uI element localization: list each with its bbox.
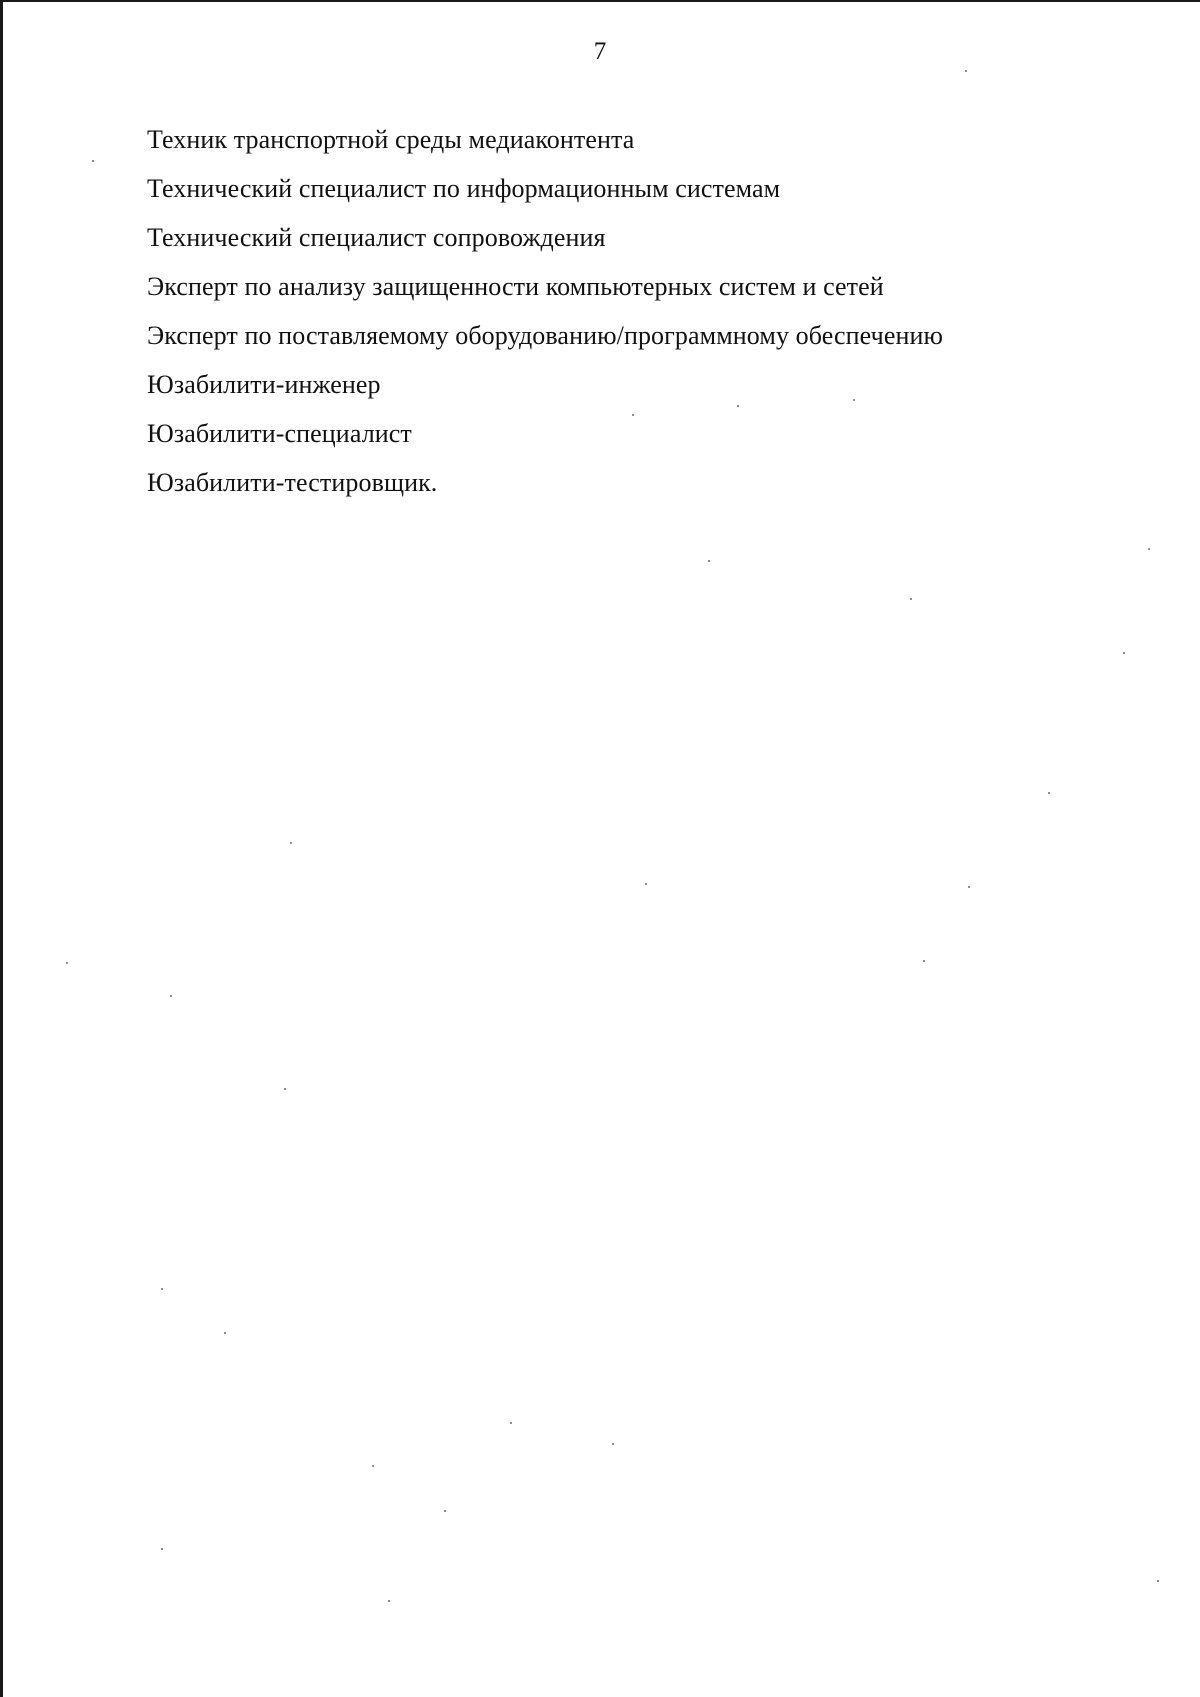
scan-speck	[1123, 652, 1125, 654]
profession-list	[147, 115, 943, 507]
scan-speck	[737, 405, 739, 407]
scan-speck	[161, 1288, 163, 1290]
list-item: Юзабилити-тестировщик.	[147, 468, 438, 497]
list-item: Юзабилити-инженер	[147, 370, 381, 399]
scan-speck	[224, 1332, 226, 1334]
scan-speck	[612, 1443, 614, 1445]
scan-speck	[290, 842, 292, 844]
list-item: Эксперт по анализу защищенности компьютерных систем и сетей	[147, 272, 884, 301]
scan-speck	[388, 1600, 390, 1602]
scan-speck	[968, 886, 970, 888]
list-item: Эксперт по поставляемому оборудованию/программному обеспечению	[147, 321, 944, 350]
scan-speck	[284, 1088, 286, 1090]
scan-speck	[170, 995, 172, 997]
scan-speck	[910, 598, 912, 600]
scan-speck	[1048, 792, 1050, 794]
scan-speck	[92, 160, 94, 162]
scan-edge-top	[0, 0, 1200, 2]
scan-speck	[853, 399, 855, 401]
scan-speck	[1148, 548, 1150, 550]
scan-speck	[66, 962, 68, 964]
scan-speck	[372, 1465, 374, 1467]
scan-speck	[632, 414, 634, 416]
page-number: 7	[593, 38, 607, 65]
scan-speck	[708, 560, 710, 562]
list-item: Техник транспортной среды медиаконтента	[147, 125, 635, 154]
scan-speck	[1157, 1580, 1159, 1582]
list-item: Технический специалист по информационным системам	[147, 174, 781, 203]
list-item: Юзабилити-специалист	[147, 419, 412, 448]
scan-speck	[965, 70, 967, 72]
scan-speck	[923, 960, 925, 962]
scan-speck	[645, 883, 647, 885]
scan-edge-left	[0, 0, 3, 1697]
scan-speck	[161, 1548, 163, 1550]
scan-speck	[444, 1510, 446, 1512]
scan-speck	[510, 1422, 512, 1424]
list-item: Технический специалист сопровождения	[147, 223, 606, 252]
